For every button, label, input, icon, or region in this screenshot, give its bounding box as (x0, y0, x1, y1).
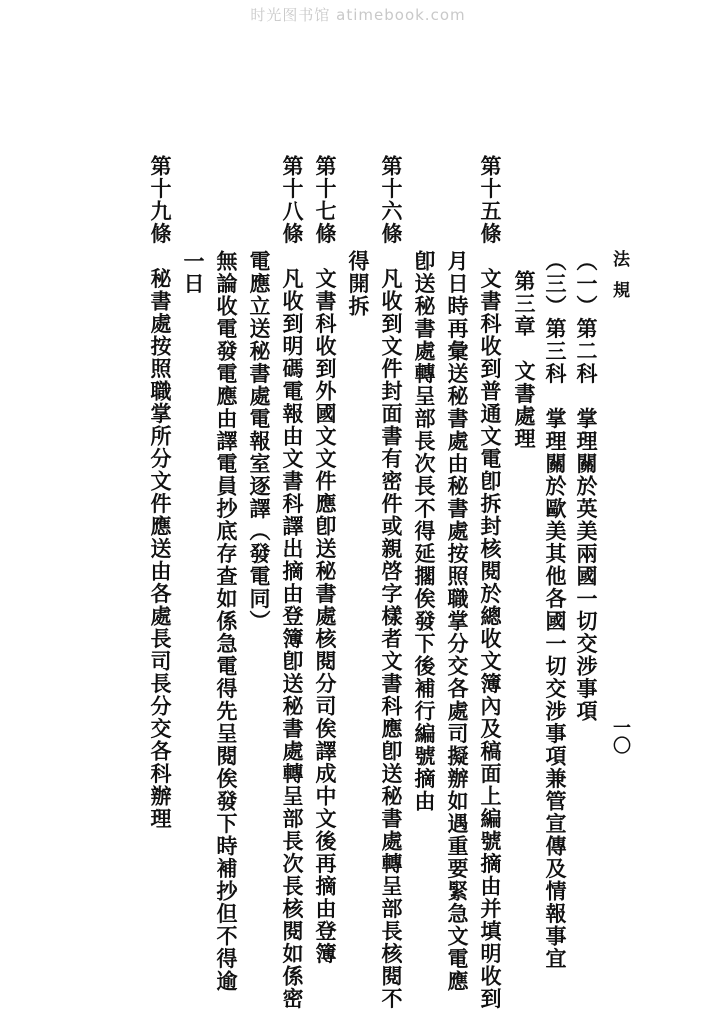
watermark-text: 时光图书馆 atimebook.com (250, 6, 466, 24)
page-number: 一〇 (610, 718, 631, 754)
article-18-column-2: 電應立送秘書處電報室逐譯（發電同） (247, 250, 272, 633)
text-column-1: （一）第二科 掌理關於英美兩國一切交涉事項 (574, 250, 599, 723)
article-16-column-1: 第十六條 凡收到文件封面書有密件或親啓字樣者文書科應卽送秘書處轉呈部長核閱不 (379, 155, 404, 1010)
article-15-column-3: 卽送秘書處轉呈部長次長不得延擱俟發下後補行編號摘由 (412, 250, 437, 813)
chapter-heading: 第三章 文書處理 (512, 270, 537, 450)
article-15-column-2: 月日時再彙送秘書處由秘書處按照職掌分交各處司擬辦如遇重要緊急文電應 (445, 250, 470, 993)
running-header: 法規 (609, 250, 629, 312)
article-18-column-3: 無論收電發電應由譯電員抄底存查如係急電得先呈閱俟發下時補抄但不得逾 (214, 250, 239, 993)
article-18-column-1: 第十八條 凡收到明碼電報由文書科譯出摘由登簿卽送秘書處轉呈部長次長核閱如係密 (280, 155, 305, 1010)
article-18-column-4: 一日 (181, 250, 206, 295)
article-15-column-1: 第十五條 文書科收到普通文電卽拆封核閱於總收文簿內及稿面上編號摘由并填明收到 (478, 155, 503, 1010)
article-19-column: 第十九條 秘書處按照職掌所分文件應送由各處長司長分交各科辦理 (148, 155, 173, 830)
article-16-column-2: 得開拆 (346, 250, 371, 318)
article-17-column: 第十七條 文書科收到外國文文件應卽送秘書處核閱分司俟譯成中文後再摘由登簿 (313, 155, 338, 965)
text-column-2: （三）第三科 掌理關於歐美其他各國一切交涉事項兼管宣傳及情報事宜 (543, 250, 568, 970)
